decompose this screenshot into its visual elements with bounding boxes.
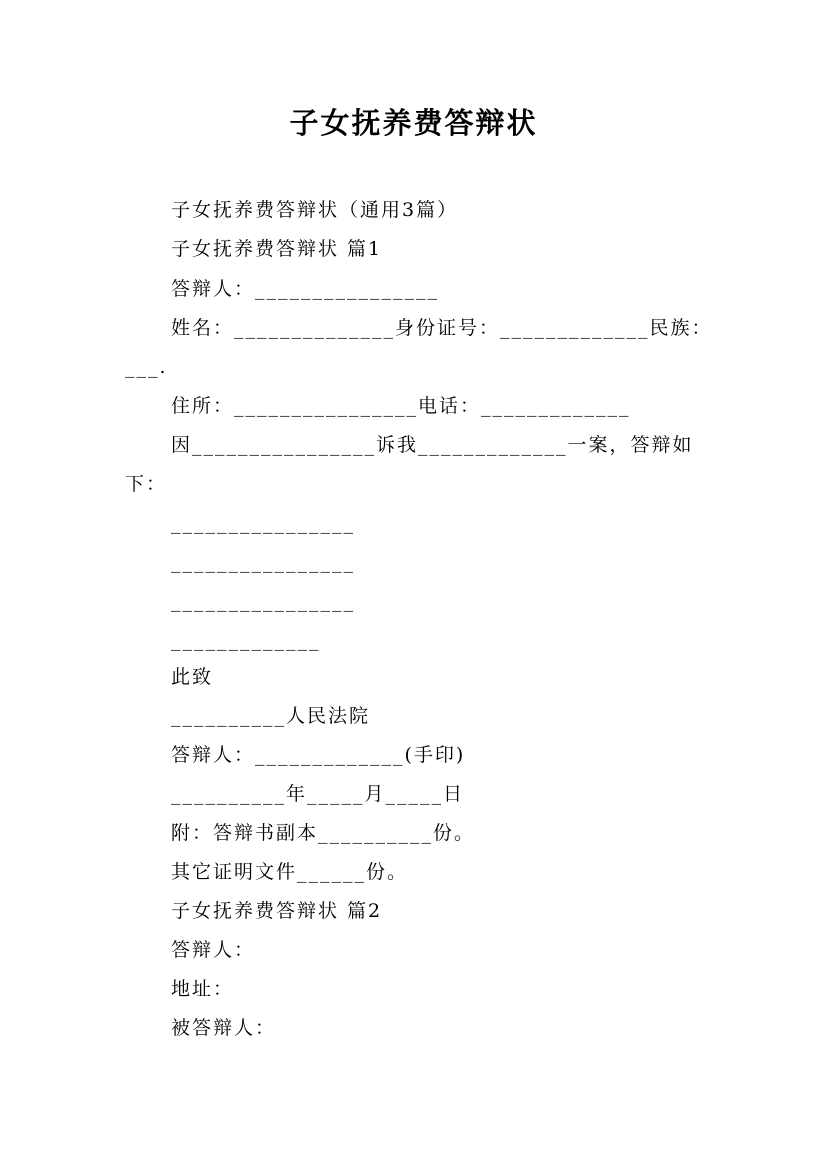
blank-line: _____________ bbox=[171, 629, 321, 651]
section-heading: 子女抚养费答辩状 篇1 bbox=[171, 238, 383, 260]
plaintiff-label: 被答辩人： bbox=[171, 1017, 277, 1039]
respondent-line: 答辩人：________________ bbox=[171, 278, 440, 300]
signature-line: 答辩人：_____________(手印) bbox=[171, 744, 466, 766]
name-id-line: 姓名：______________身份证号：_____________民族： bbox=[171, 317, 713, 339]
blank-line: ________________ bbox=[171, 551, 355, 573]
document-title: 子女抚养费答辩状 bbox=[289, 106, 538, 140]
address-label: 地址： bbox=[171, 978, 235, 1000]
other-docs-line: 其它证明文件______份。 bbox=[171, 861, 409, 883]
subtitle-line: 子女抚养费答辩状（通用3篇） bbox=[171, 199, 459, 221]
attachment-line: 附：答辩书副本__________份。 bbox=[171, 822, 476, 844]
address-phone-line: 住所：________________电话：_____________ bbox=[171, 395, 631, 417]
date-line: __________年_____月_____日 bbox=[171, 783, 465, 805]
court-line: __________人民法院 bbox=[171, 705, 371, 727]
case-line: 因________________诉我_____________一案，答辩如 bbox=[171, 434, 694, 456]
blank-line: ________________ bbox=[171, 512, 355, 534]
ethnicity-continuation: ___. bbox=[125, 356, 168, 378]
salutation-line: 此致 bbox=[171, 666, 214, 688]
respondent-label: 答辩人： bbox=[171, 939, 256, 961]
section-heading: 子女抚养费答辩状 篇2 bbox=[171, 900, 383, 922]
blank-line: ________________ bbox=[171, 590, 355, 612]
case-continuation: 下： bbox=[125, 473, 168, 495]
